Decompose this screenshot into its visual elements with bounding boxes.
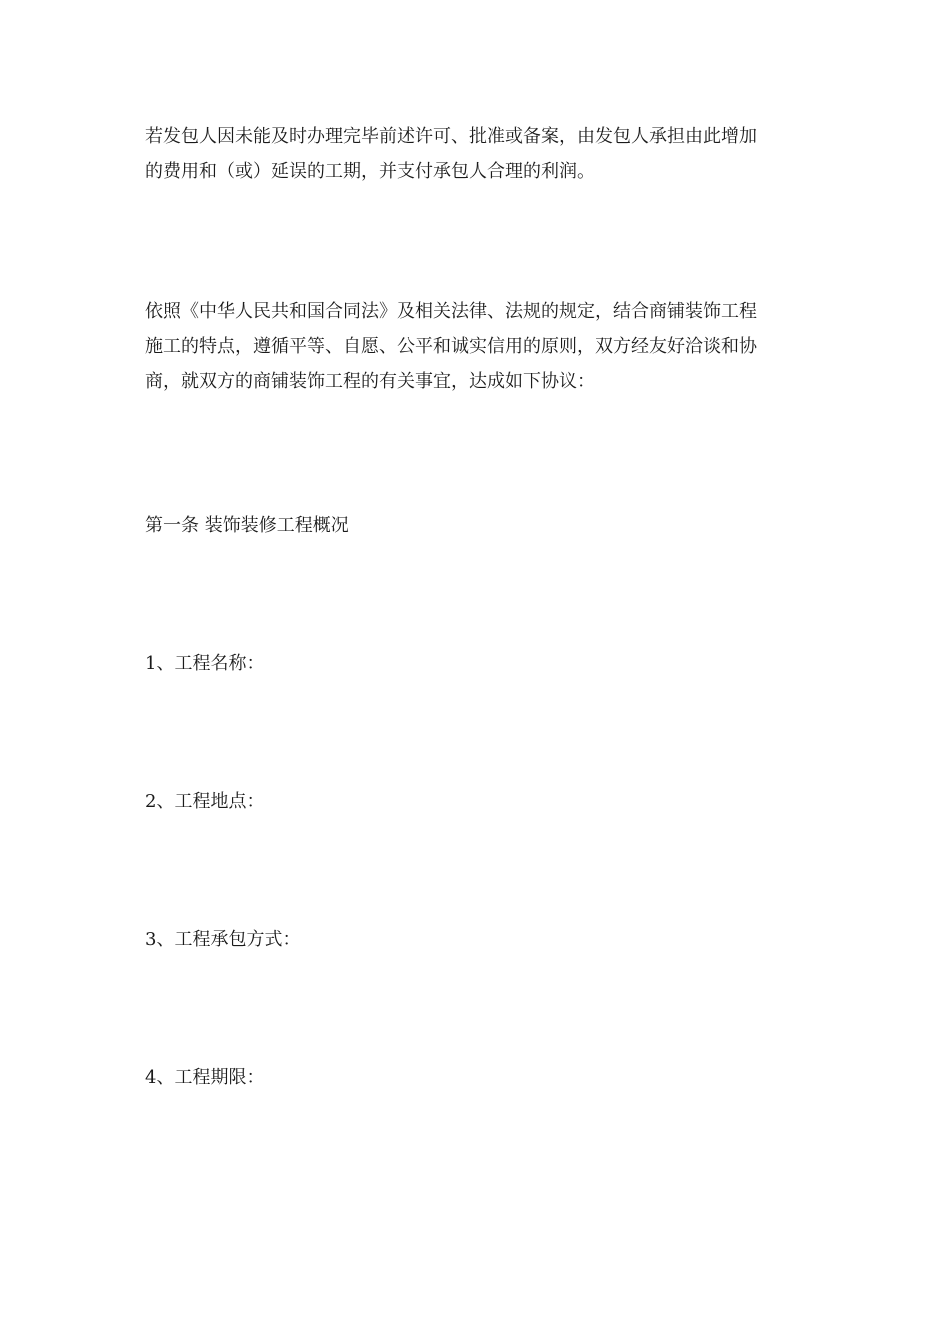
paragraph-line: 若发包人因未能及时办理完毕前述许可、批准或备案，由发包人承担由此增加	[145, 126, 757, 147]
project-period-item: 4、工程期限：	[145, 1067, 265, 1088]
project-name-item: 1、工程名称：	[145, 653, 265, 674]
paragraph-permit-delay	[145, 119, 810, 189]
paragraph-line: 依照《中华人民共和国合同法》及相关法律、法规的规定，结合商铺装饰工程	[145, 301, 757, 322]
paragraph-line: 施工的特点，遵循平等、自愿、公平和诚实信用的原则，双方经友好洽谈和协	[145, 336, 757, 357]
paragraph-agreement-basis	[145, 294, 810, 399]
paragraph-line: 商，就双方的商铺装饰工程的有关事宜，达成如下协议：	[145, 371, 595, 392]
paragraph-line: 的费用和（或）延误的工期，并支付承包人合理的利润。	[145, 161, 595, 182]
project-location-item: 2、工程地点：	[145, 791, 265, 812]
contract-method-item: 3、工程承包方式：	[145, 929, 301, 950]
article-heading: 第一条 装饰装修工程概况	[145, 515, 349, 536]
